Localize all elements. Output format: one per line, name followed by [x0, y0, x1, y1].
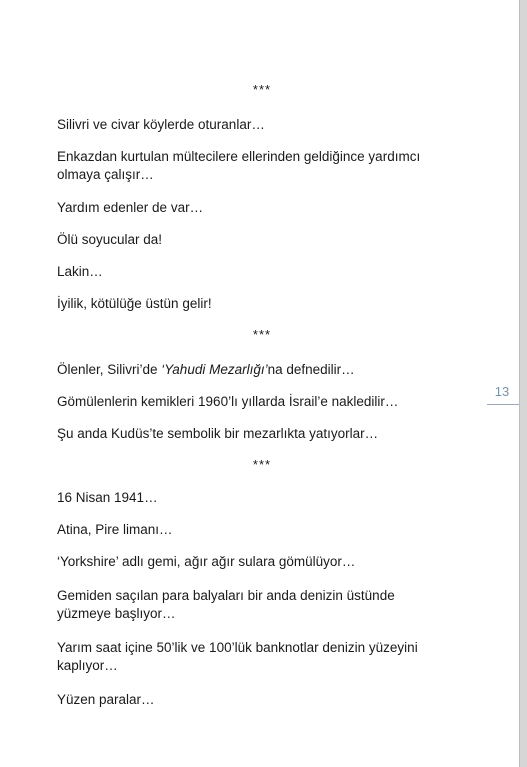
paragraph: Gömülenlerin kemikleri 1960’lı yıllarda İsrail’e nakledilir…: [57, 394, 399, 409]
paragraph: Yardım edenler de var…: [57, 200, 204, 215]
paragraph-line: kaplıyor…: [57, 658, 118, 673]
paragraph: Yüzen paralar…: [57, 692, 155, 707]
paragraph: Ölü soyucular da!: [57, 232, 163, 247]
paragraph: Lakin…: [57, 264, 103, 279]
paragraph: [57, 361, 355, 379]
page-edge: [519, 0, 527, 767]
paragraph: İyilik, kötülüğe üstün gelir!: [57, 296, 212, 311]
section-separator: ***: [252, 457, 272, 472]
page-number: 13: [494, 384, 510, 399]
paragraph-line: Yarım saat içine 50’lik ve 100’lük banknotlar denizin yüzeyini: [57, 640, 418, 655]
paragraph: Atina, Pire limanı…: [57, 522, 173, 537]
paragraph: 16 Nisan 1941…: [57, 490, 158, 505]
paragraph-line: yüzmeye başlıyor…: [57, 606, 176, 621]
paragraph-line: Gemiden saçılan para balyaları bir anda denizin üstünde: [57, 588, 395, 603]
paragraph-line: Enkazdan kurtulan mültecilere ellerinden geldiğince yardımcı: [57, 149, 421, 164]
paragraph: Silivri ve civar köylerde oturanlar…: [57, 117, 265, 132]
italic-term: ‘Yahudi Mezarlığı’: [161, 362, 268, 377]
paragraph-line: olmaya çalışır…: [57, 167, 154, 182]
section-separator: ***: [252, 82, 272, 97]
paragraph: Şu anda Kudüs’te sembolik bir mezarlıkta yatıyorlar…: [57, 426, 379, 441]
paragraph: ‘Yorkshire’ adlı gemi, ağır ağır sulara gömülüyor…: [57, 554, 356, 569]
text-span: Ölenler, Silivri’de: [57, 362, 162, 377]
page-number-rule: [487, 404, 519, 405]
text-span: na defnedilir…: [267, 362, 355, 377]
section-separator: ***: [252, 327, 272, 342]
